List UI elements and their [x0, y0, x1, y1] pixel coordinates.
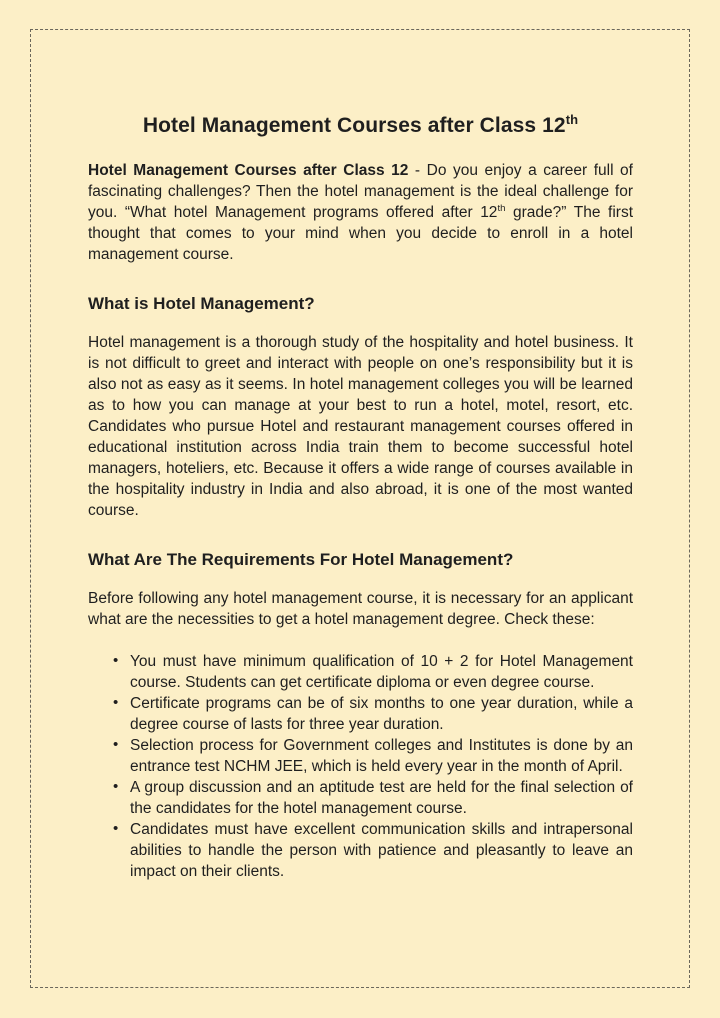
- intro-lead-bold: Hotel Management Courses after Class 12: [88, 162, 409, 179]
- list-item: [88, 735, 633, 777]
- list-item: [88, 777, 633, 819]
- list-item-text: Candidates must have excellent communication skills and intrapersonal abilities to handle the person with patience and pleasantly to leave an impact on their clients.: [130, 821, 633, 880]
- bullet-icon: •: [113, 778, 119, 795]
- requirements-list: [88, 651, 633, 882]
- intro-superscript: th: [497, 202, 506, 214]
- bullet-icon: •: [113, 820, 119, 837]
- section-heading-what-is-hotel-management: What is Hotel Management?: [88, 294, 315, 313]
- list-item: [88, 693, 633, 735]
- what-is-paragraph: Hotel management is a thorough study of the hospitality and hotel business. It is not difficult to greet and interact with people on one’s responsibility but it is also not as easy as it seems. In hotel management colleges you will be learned as to how you can manage at your best to run a hotel, motel, resort, etc. Candidates who pursue Hotel and restaurant management courses offered in educational institution across India train them to become successful hotel managers, hoteliers, etc. Because it offers a wide range of courses available in the hospitality industry in India and also abroad, it is one of the most wanted course.: [88, 334, 633, 519]
- list-item: [88, 651, 633, 693]
- list-item-text: You must have minimum qualification of 10 + 2 for Hotel Management course. Students can get certificate diploma or even degree course.: [130, 653, 633, 691]
- bullet-icon: •: [113, 694, 119, 711]
- page-content: [88, 0, 633, 882]
- intro-text-b: grade?” The first thought that comes to your mind when you decide to enroll in a hotel management course.: [88, 204, 633, 263]
- document-title-text: Hotel Management Courses after Class 12: [142, 114, 566, 137]
- intro-text-a: - Do you enjoy a career full of fascinating challenges? Then the hotel management is the ideal challenge for you. “What hotel Management programs offered after 12: [88, 162, 633, 221]
- bullet-icon: •: [113, 652, 119, 669]
- intro-paragraph: [88, 160, 633, 265]
- bullet-icon: •: [113, 736, 119, 753]
- list-item: [88, 819, 633, 882]
- list-item-text: Certificate programs can be of six months to one year duration, while a degree course of lasts for three year duration.: [130, 695, 633, 733]
- requirements-paragraph: Before following any hotel management course, it is necessary for an applicant what are the necessities to get a hotel management degree. Check these:: [88, 590, 633, 628]
- list-item-text: Selection process for Government colleges and Institutes is done by an entrance test NCHM JEE, which is held every year in the month of April.: [130, 737, 633, 775]
- document-title: [88, 112, 633, 139]
- list-item-text: A group discussion and an aptitude test are held for the final selection of the candidates for the hotel management course.: [130, 779, 633, 817]
- document-title-superscript: th: [565, 112, 579, 127]
- section-heading-requirements: What Are The Requirements For Hotel Management?: [88, 550, 514, 569]
